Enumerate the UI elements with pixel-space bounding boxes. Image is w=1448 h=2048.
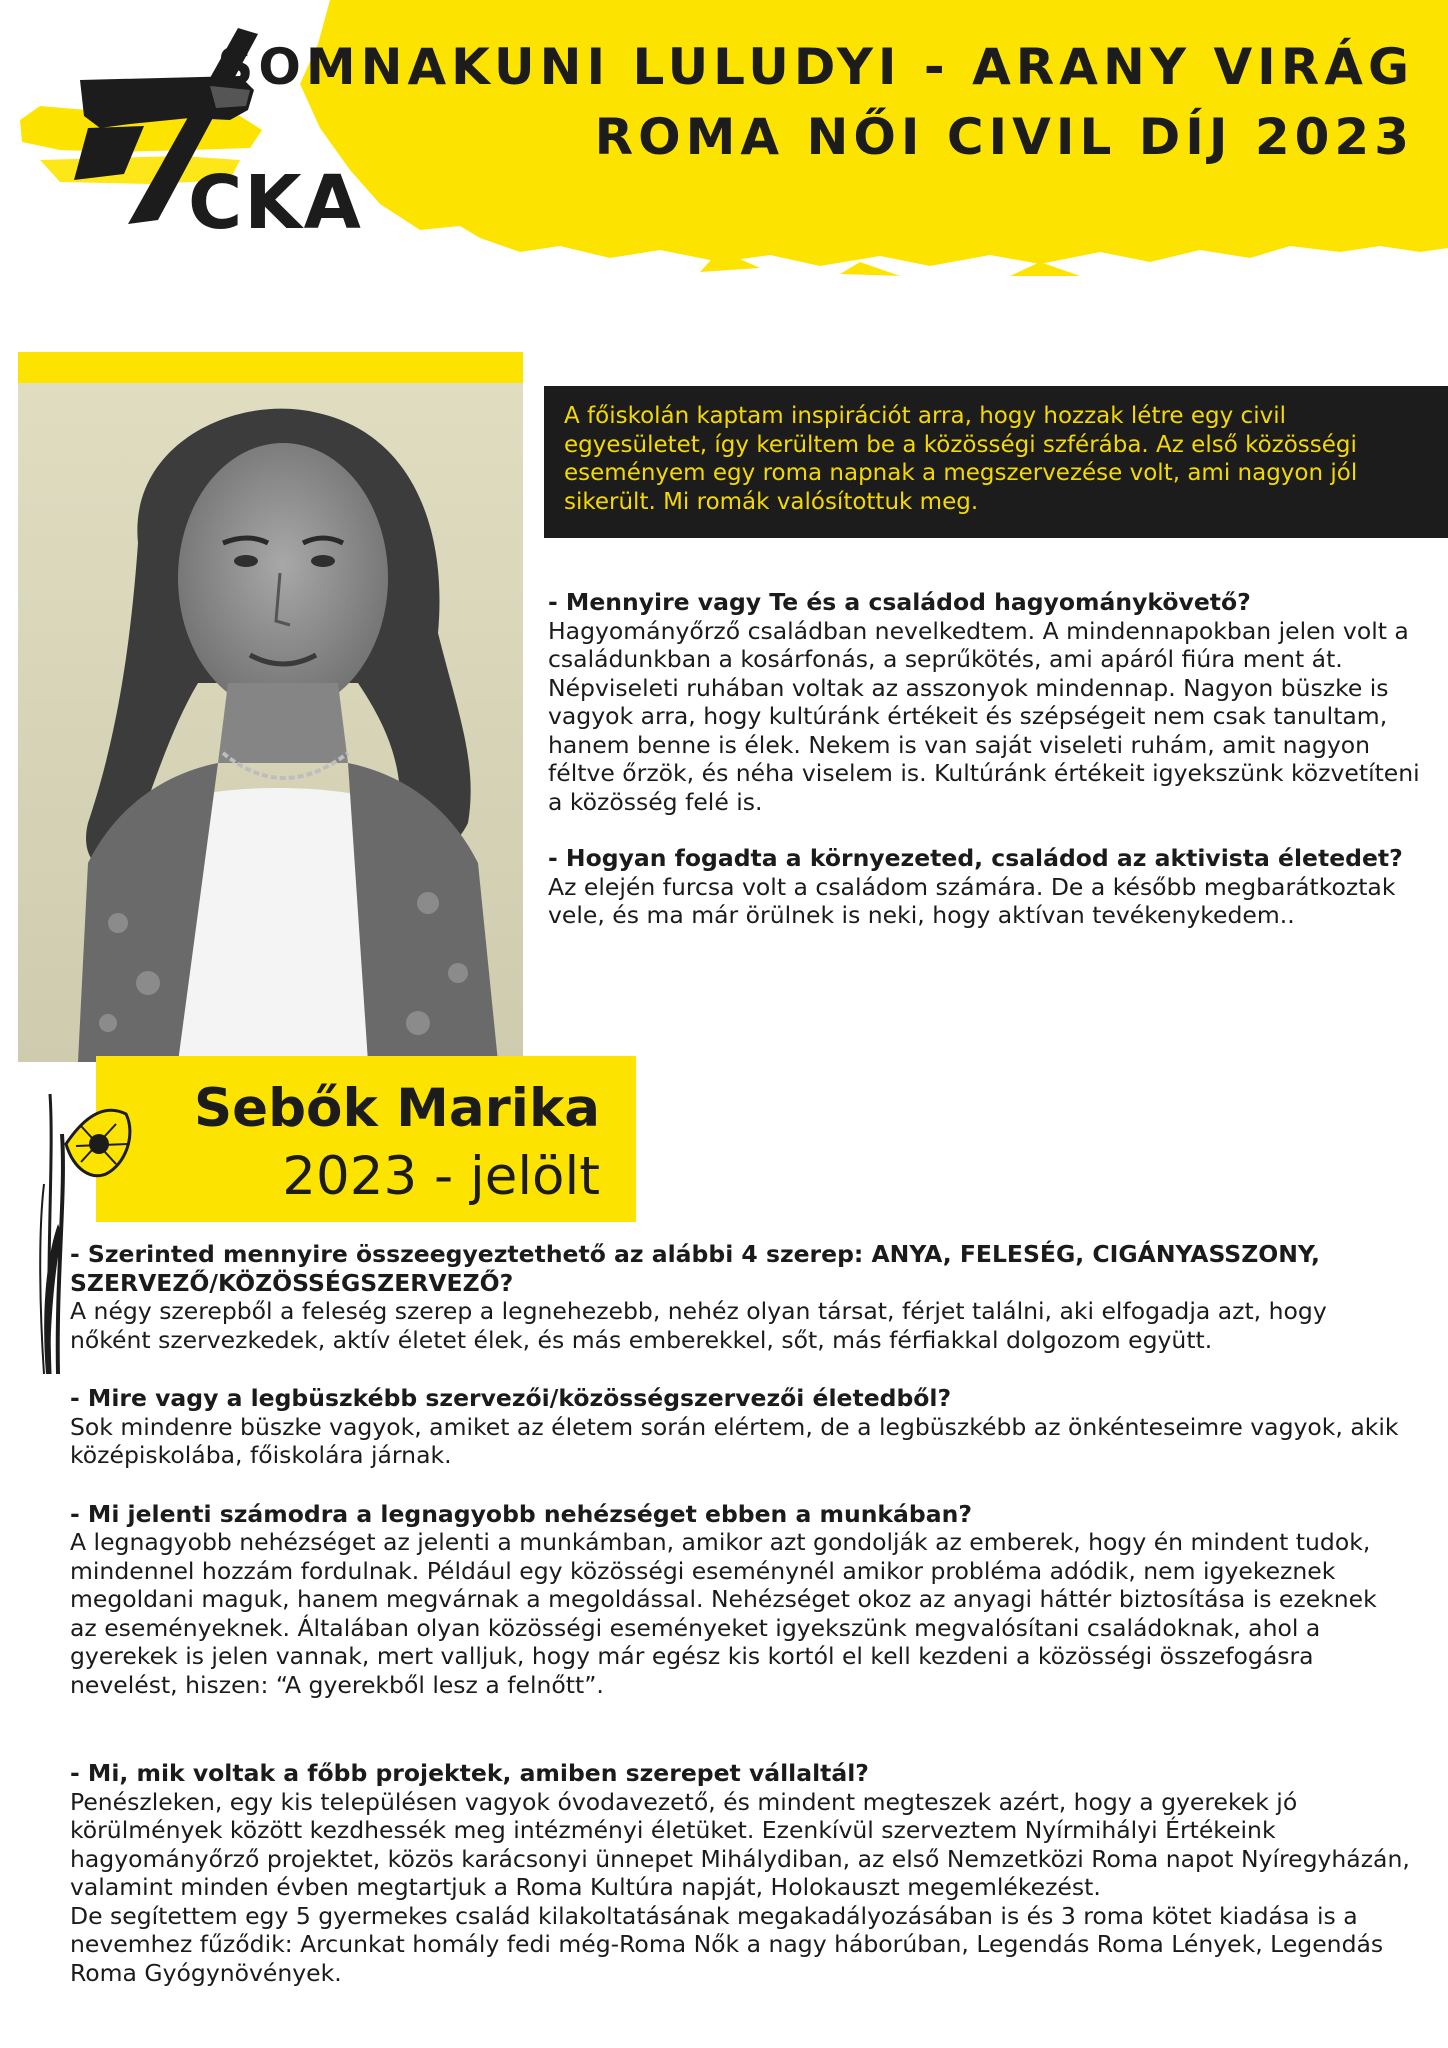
qa-item	[548, 844, 1428, 930]
question-text: - Szerinted mennyire összeegyeztethető az alábbi 4 szerep: ANYA, FELESÉG, CIGÁNYASSZONY, SZERVEZŐ/KÖZÖSSÉGSZERVEZŐ?	[70, 1240, 1320, 1297]
page-title-line-1: SOMNAKUNI LULUDYI - ARANY VIRÁG	[217, 38, 1414, 96]
candidate-name: Sebők Marika	[194, 1078, 600, 1139]
interview-right-column	[548, 588, 1428, 958]
candidate-status: 2023 - jelölt	[282, 1146, 600, 1207]
qa-item	[70, 1240, 1410, 1354]
question-text: - Mire vagy a legbüszkébb szervezői/közösségszervezői életedből?	[70, 1384, 952, 1412]
qa-item	[70, 1759, 1410, 1987]
qa-item	[70, 1384, 1410, 1470]
question-text: - Mi jelenti számodra a legnagyobb nehézséget ebben a munkában?	[70, 1499, 972, 1528]
qa-item	[548, 588, 1428, 816]
answer-text: Hagyományőrző családban nevelkedtem. A mindennapokban jelen volt a családunkban a kosárfonás, a seprűkötés, ami apáról fiúra ment át. Népviseleti ruhában voltak az asszonyok mindennap. Nagyon büszke is vagyok arra, hogy kultúránk értékeit és szépségeit nem csak tanultam, hanem benne is élek. Nekem is van saját viseleti ruhám, amit nagyon féltve őrzök, és néha viselem is. Kultúránk értékeit igyekszünk közvetíteni a közösség felé is.	[548, 616, 1420, 816]
quote-box	[544, 386, 1448, 538]
answer-text: Sok mindenre büszke vagyok, amiket az életem során elértem, de a legbüszkébb az önkénteseimre vagyok, akik középiskolába, főiskolára járnak.	[70, 1412, 1399, 1469]
answer-text: De segítettem egy 5 gyermekes család kilakoltatásának megakadályozásában is és 3 roma kötet kiadása is a nevemhez fűződik: Arcunkat homály fedi még-Roma Nők a nagy háborúban, Legendás Roma Lények, Legendás Roma Gyógynövények.	[70, 1901, 1384, 1987]
interview-bottom-section	[70, 1240, 1410, 2017]
page-title-line-2: ROMA NŐI CIVIL DÍJ 2023	[594, 108, 1414, 166]
quote-text: A főiskolán kaptam inspirációt arra, hogy hozzak létre egy civil egyesületet, így kerültem be a közösségi szférába. Az első közösségi eseményem egy roma napnak a megszervezése volt, ami nagyon jól sikerült. Mi romák valósítottuk meg.	[564, 403, 1358, 515]
portrait-photo	[18, 383, 523, 1062]
answer-text: Az elején furcsa volt a családom számára. De a később megbarátkoztak vele, és ma már örülnek is neki, hogy aktívan tevékenykedem..	[548, 872, 1396, 929]
name-badge	[96, 1056, 636, 1222]
answer-text: A négy szerepből a feleség szerep a legnehezebb, nehéz olyan társat, férjet találni, aki elfogadja azt, hogy nőként szervezkedek, aktív életet élek, és más emberekkel, sőt, más férfiakkal dolgozom együtt.	[70, 1297, 1327, 1354]
question-text: - Hogyan fogadta a környezeted, családod az aktivista életedet?	[548, 844, 1403, 872]
question-text: - Mennyire vagy Te és a családod hagyománykövető?	[548, 588, 1251, 616]
question-text: - Mi, mik voltak a főbb projektek, amiben szerepet vállaltál?	[70, 1759, 869, 1787]
answer-text: Penészleken, egy kis településen vagyok óvodavezető, és mindent megteszek azért, hogy a gyerekek jó körülmények között kezdhessék meg intézményi életüket. Ezenkívül szerveztem Nyírmihályi Értékeink hagyományőrző projektet, közös karácsonyi ünnepet Mihálydiban, az első Nemzetközi Roma napot Nyíregyházán, valamint minden évben megtartjuk a Roma Kultúra napját, Holokauszt megemlékezést.	[70, 1787, 1410, 1901]
qa-item	[70, 1500, 1410, 1700]
answer-text: A legnagyobb nehézséget az jelenti a munkámban, amikor azt gondolják az emberek, hogy én mindent tudok, mindennel hozzám fordulnak. Például egy közösségi eseménynél amikor probléma adódik, nem igyekeznek megoldani maguk, hanem megvárnak a megoldással. Nehézséget okoz az anyagi háttér biztosítása is ezeknek az eseményeknek. Általában olyan közösségi eseményeket igyekszünk megvalósítani családoknak, ahol a gyerekek is jelen vannak, mert valljuk, hogy már egész kis kortól el kell kezdeni a közösségi összefogásra nevelést, hiszen: “A gyerekből lesz a felnőtt”.	[70, 1528, 1377, 1699]
cka-logo-text: CKA	[188, 160, 363, 246]
